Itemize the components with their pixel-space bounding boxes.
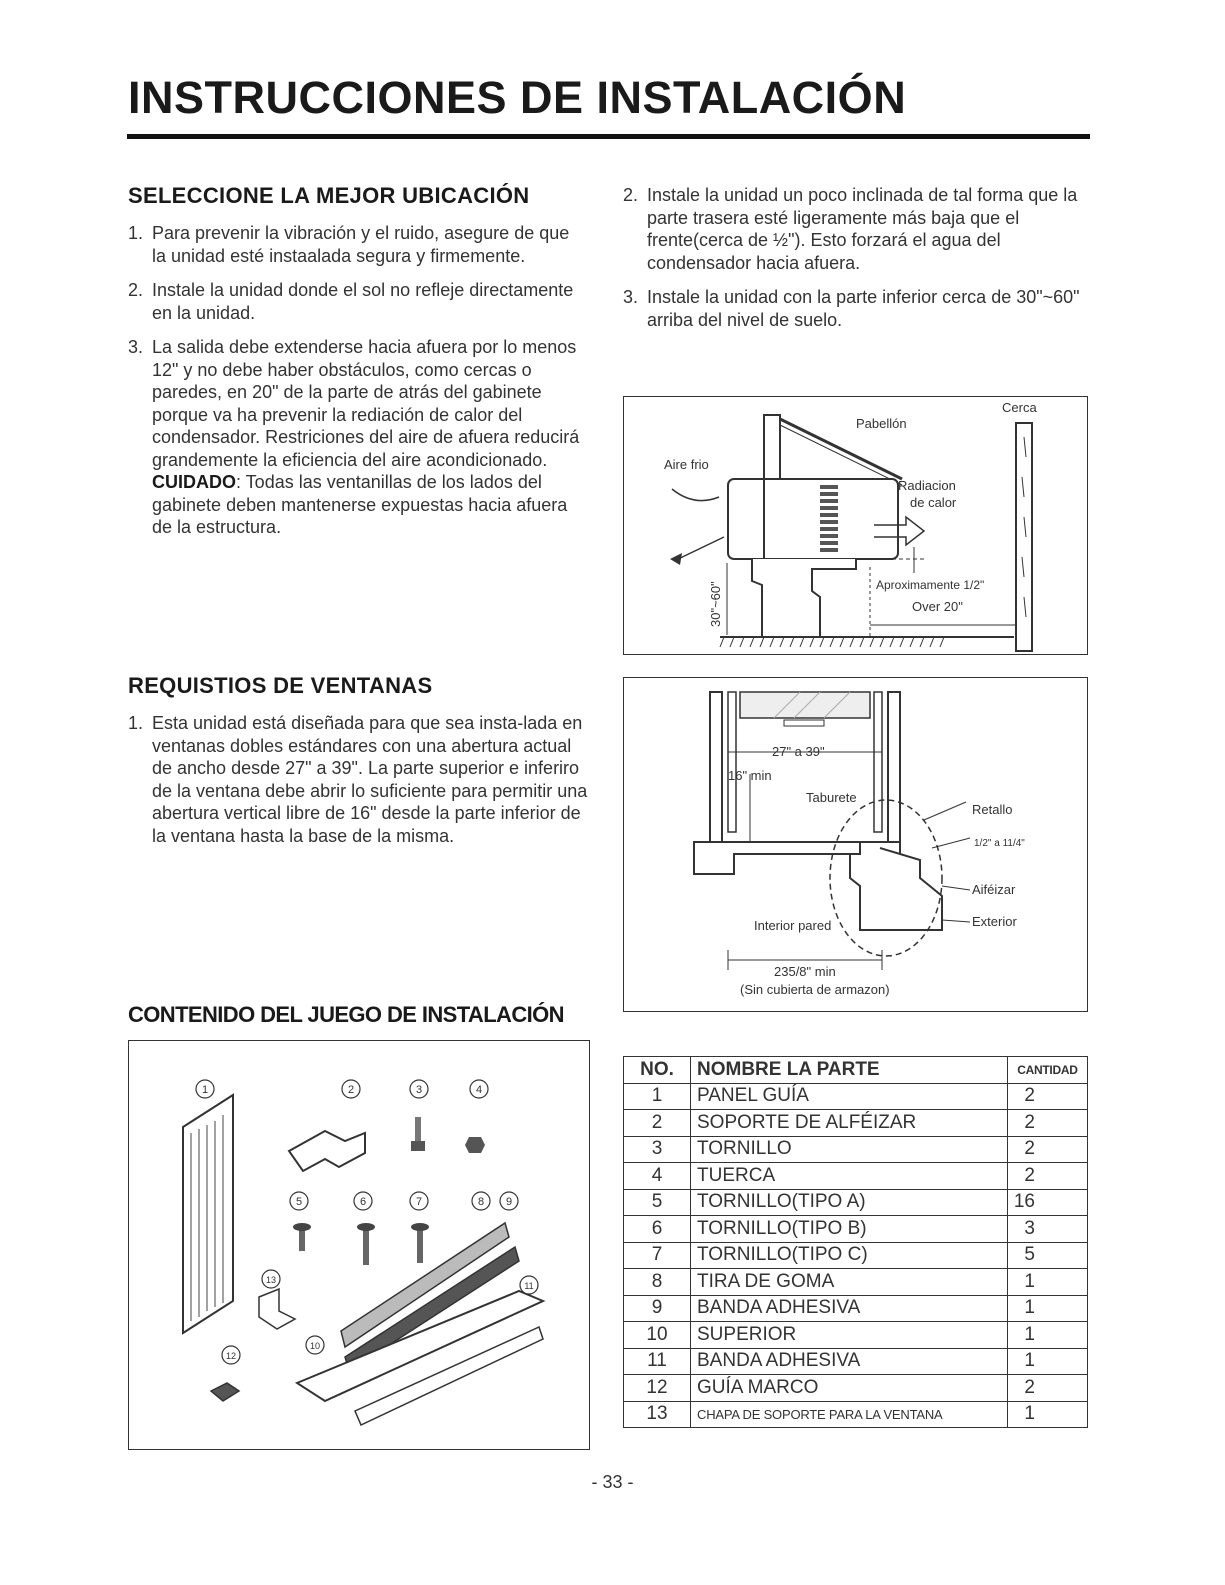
table-row [624, 1348, 1088, 1375]
cell-name: BANDA ADHESIVA [691, 1295, 1008, 1322]
callout-5: 5 [295, 1196, 303, 1208]
list-item [623, 184, 1085, 274]
label-de-calor: de calor [910, 495, 957, 510]
right-instructions-list [623, 184, 1085, 343]
section-heading-kit: CONTENIDO DEL JUEGO DE INSTALACIÓN [128, 1002, 564, 1027]
section-heading-location: SELECCIONE LA MEJOR UBICACIÓN [128, 183, 530, 208]
cell-no: 13 [624, 1401, 691, 1428]
cell-qty: 2 [1007, 1163, 1087, 1190]
cell-qty: 2 [1007, 1083, 1087, 1110]
label-aproximamente: Aproximamente 1/2" [876, 578, 985, 592]
cell-qty: 2 [1007, 1375, 1087, 1402]
kit-contents-illustration [128, 1040, 590, 1450]
item-number: 2. [128, 280, 144, 300]
installation-diagram-svg [624, 397, 1087, 654]
table-row [624, 1189, 1088, 1216]
item-text-main: La salida debe extenderse hacia afuera por lo menos 12" y no debe haber obstáculos, como cercas o paredes, en 20" de la parte de atrás del gabinete porque va ha prevenir la rediación de calor del condensador. Restriciones del aire de afuera reducirá grandemente la eficiencia del aire acondicionado. [152, 337, 580, 470]
cell-no: 9 [624, 1295, 691, 1322]
cell-no: 2 [624, 1110, 691, 1137]
table-row [624, 1269, 1088, 1296]
item-text: Instale la unidad con la parte inferior cerca de 30"~60" arriba del nivel de suelo. [647, 287, 1080, 330]
item-text: Instale la unidad un poco inclinada de tal forma que la parte trasera esté ligeramente más baja que el frente(cerca de ½"). Esto forzará el agua del condensador hacia afuera. [647, 185, 1078, 273]
cell-name: BANDA ADHESIVA [691, 1348, 1008, 1375]
page-number: - 33 - [591, 1472, 634, 1492]
cell-qty: 1 [1007, 1295, 1087, 1322]
table-row [624, 1136, 1088, 1163]
callout-1: 1 [201, 1084, 209, 1096]
caution-label: CUIDADO [152, 472, 236, 492]
item-number: 1. [128, 223, 144, 243]
label-over-20: Over 20" [912, 599, 963, 614]
cell-no: 8 [624, 1269, 691, 1296]
cell-qty: 1 [1007, 1348, 1087, 1375]
label-height-range: 30"~60" [708, 581, 723, 627]
window-diagram-svg [624, 678, 1087, 1011]
cell-name: GUÍA MARCO [691, 1375, 1008, 1402]
title-rule [127, 134, 1090, 139]
label-min-depth: 235/8" min [774, 964, 836, 979]
cell-name: TORNILLO(TIPO A) [691, 1189, 1008, 1216]
item-text: Esta unidad está diseñada para que sea insta-lada en ventanas dobles estándares con una abertura actual de ancho desde 27" a 39". La parte superior e inferiro de la ventana debe abrir lo suficiente para permitir una abertura vertical libre de 16" desde la parte inferior de la ventana hasta la base de la misma. [152, 713, 588, 846]
cell-name: TORNILLO(TIPO C) [691, 1242, 1008, 1269]
cell-no: 12 [624, 1375, 691, 1402]
item-number: 3. [623, 287, 639, 307]
cell-qty: 1 [1007, 1269, 1087, 1296]
cell-qty: 3 [1007, 1216, 1087, 1243]
cell-qty: 16 [1007, 1189, 1087, 1216]
label-aifeizar: Aiféizar [972, 882, 1016, 897]
table-row [624, 1295, 1088, 1322]
label-16-min: 16" min [728, 768, 772, 783]
cell-no: 7 [624, 1242, 691, 1269]
cell-qty: 5 [1007, 1242, 1087, 1269]
label-exterior: Exterior [972, 914, 1017, 929]
cell-name: SOPORTE DE ALFÉIZAR [691, 1110, 1008, 1137]
label-sin-cubierta: (Sin cubierta de armazon) [740, 982, 890, 997]
callout-10: 10 [309, 1341, 321, 1351]
label-taburete: Taburete [806, 790, 857, 805]
label-retallo-dim: 1/2" a 11/4" [974, 838, 1025, 849]
list-item [623, 286, 1085, 331]
cell-no: 5 [624, 1189, 691, 1216]
window-section-diagram [623, 677, 1088, 1012]
label-cerca: Cerca [1002, 400, 1037, 415]
window-requirements-list [128, 712, 590, 859]
callout-4: 4 [475, 1084, 483, 1096]
cell-no: 4 [624, 1163, 691, 1190]
location-list [128, 222, 588, 551]
cell-name: TIRA DE GOMA [691, 1269, 1008, 1296]
label-width-range: 27" a 39" [772, 744, 825, 759]
table-row [624, 1083, 1088, 1110]
callout-7: 7 [415, 1196, 423, 1208]
table-row [624, 1375, 1088, 1402]
cell-no: 3 [624, 1136, 691, 1163]
cell-name: CHAPA DE SOPORTE PARA LA VENTANA [691, 1401, 1008, 1428]
item-text: Instale la unidad donde el sol no refleje directamente en la unidad. [152, 280, 574, 323]
cell-no: 6 [624, 1216, 691, 1243]
section-heading-window: REQUISTIOS DE VENTANAS [128, 673, 433, 698]
cell-qty: 1 [1007, 1322, 1087, 1349]
table-row [624, 1216, 1088, 1243]
item-number: 1. [128, 713, 144, 733]
header-name: NOMBRE LA PARTE [691, 1057, 1008, 1084]
caution-text: : Todas las ventanillas de los lados del gabinete deben mantenerse expuestas hacia afuera de la estructura. [152, 472, 568, 537]
callout-8: 8 [477, 1196, 485, 1208]
callout-12: 12 [225, 1351, 237, 1361]
header-no: NO. [624, 1057, 691, 1084]
cell-name: TUERCA [691, 1163, 1008, 1190]
label-interior-pared: Interior pared [754, 918, 832, 933]
cell-name: TORNILLO(TIPO B) [691, 1216, 1008, 1243]
cell-no: 10 [624, 1322, 691, 1349]
parts-table [623, 1056, 1088, 1428]
callout-2: 2 [347, 1084, 355, 1096]
table-row [624, 1163, 1088, 1190]
label-aire-frio: Aire frio [664, 457, 709, 472]
list-item [128, 222, 588, 267]
cell-qty: 2 [1007, 1136, 1087, 1163]
cell-name: SUPERIOR [691, 1322, 1008, 1349]
cell-qty: 2 [1007, 1110, 1087, 1137]
callout-11: 11 [524, 1281, 534, 1291]
item-text: Para prevenir la vibración y el ruido, asegure de que la unidad esté instaalada segura y firmemente. [152, 223, 570, 266]
item-text [152, 336, 588, 539]
table-row [624, 1110, 1088, 1137]
label-radiacion: Radiacion [898, 478, 956, 493]
label-pabellon: Pabellón [856, 416, 907, 431]
callout-9: 9 [505, 1196, 513, 1208]
cell-no: 11 [624, 1348, 691, 1375]
list-item [128, 279, 588, 324]
cell-name: TORNILLO [691, 1136, 1008, 1163]
cell-name: PANEL GUÍA [691, 1083, 1008, 1110]
table-row [624, 1242, 1088, 1269]
table-header-row [624, 1057, 1088, 1084]
list-item [128, 712, 590, 847]
callout-3: 3 [415, 1084, 423, 1096]
cell-no: 1 [624, 1083, 691, 1110]
header-quantity: CANTIDAD [1007, 1057, 1087, 1084]
kit-svg [129, 1041, 589, 1449]
table-row [624, 1322, 1088, 1349]
page-title: INSTRUCCIONES DE INSTALACIÓN [128, 72, 907, 123]
label-retallo: Retallo [972, 802, 1013, 817]
installation-side-diagram [623, 396, 1088, 655]
item-number: 3. [128, 337, 144, 357]
item-number: 2. [623, 185, 639, 205]
table-row [624, 1401, 1088, 1428]
callout-6: 6 [359, 1196, 367, 1208]
list-item [128, 336, 588, 539]
cell-qty: 1 [1007, 1401, 1087, 1428]
callout-13: 13 [265, 1275, 277, 1285]
